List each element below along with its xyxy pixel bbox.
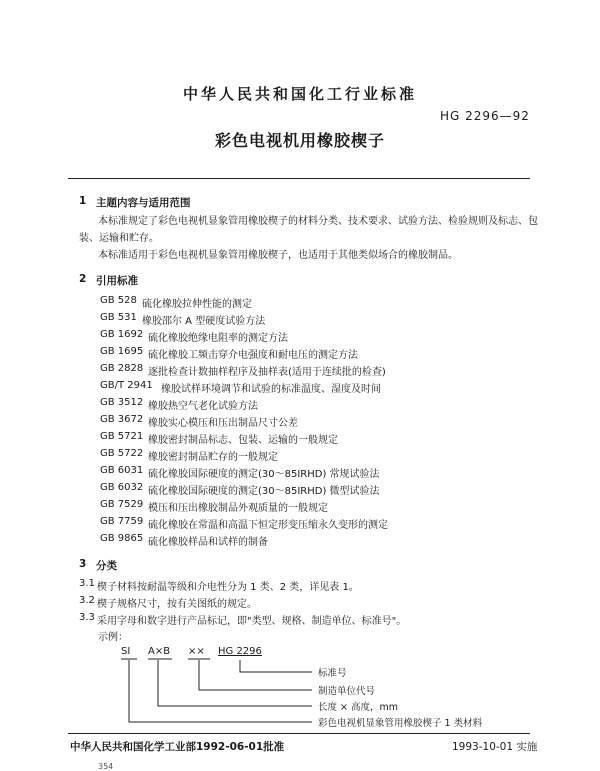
annotation-material-class: 彩色电视机显象管用橡胶楔子 1 类材料: [318, 718, 483, 729]
standard-title: 橡胶热空气老化试验方法: [148, 401, 258, 412]
section1-para1-line1: 本标准规定了彩色电视机显象管用橡胶楔子的材料分类、技术要求、试验方法、检验规则及标志、包: [98, 216, 538, 227]
org-title: 中华人民共和国化工行业标准: [182, 85, 417, 103]
annotation-dimensions: 长度 × 高度，mm: [318, 702, 399, 713]
standard-title: 橡胶试样环境调节和试验的标准温度、湿度及时间: [161, 384, 381, 395]
example-label: 示例：: [98, 632, 128, 643]
standard-title: 硫化橡胶工频击穿介电强度和耐电压的测定方法: [148, 350, 358, 361]
standard-title: 硫化橡胶国际硬度的测定(30～85IRHD) 微型试验法: [148, 486, 380, 497]
section1-para2: 本标准适用于彩色电视机显象管用橡胶楔子，也适用于其他类似场合的橡胶制品。: [98, 250, 458, 261]
designation-maker: ××: [188, 646, 205, 657]
standard-title: 橡胶密封制品贮存的一般规定: [148, 452, 278, 463]
standard-title: 模压和压出橡胶制品外观质量的一般规定: [148, 503, 328, 514]
page-number: 354: [98, 762, 114, 771]
standard-code: GB 5722: [100, 448, 144, 459]
standard-title: 橡胶邵尔 A 型硬度试验方法: [142, 316, 266, 327]
standard-title: 逐批检查计数抽样程序及抽样表(适用于连续批的检查): [148, 367, 386, 378]
item-text: 采用字母和数字进行产品标记，即"类型、规格、制造单位、标准号"。: [97, 616, 407, 627]
standard-code: GB 528: [100, 295, 137, 306]
annotation-maker-code: 制造单位代号: [318, 686, 376, 697]
designation-type: SI: [121, 646, 131, 657]
section2-title: 引用标准: [96, 275, 138, 287]
footer-implement-date: 1993-10-01 实施: [452, 741, 538, 753]
footer-issuer: 中华人民共和国化学工业部1992-06-01批准: [70, 741, 285, 753]
standard-title: 硫化橡胶国际硬度的测定(30～85IRHD) 常规试验法: [148, 469, 380, 480]
item-number: 3.1: [79, 578, 95, 589]
item-number: 3.2: [79, 595, 95, 606]
standard-code: GB 1692: [100, 329, 144, 340]
section3-title: 分类: [96, 560, 117, 572]
standard-title: 橡胶密封制品标志、包装、运输的一般规定: [148, 435, 338, 446]
standard-code: GB 1695: [100, 346, 144, 357]
standard-code: GB 3672: [100, 414, 144, 425]
document-title: 彩色电视机用橡胶楔子: [214, 131, 385, 150]
standard-code: GB 531: [100, 312, 137, 323]
section2-number: 2: [79, 273, 87, 285]
standard-title: 硫化橡胶拉伸性能的测定: [142, 299, 252, 310]
standard-code: GB 3512: [100, 397, 144, 408]
section3-number: 3: [79, 558, 87, 570]
standard-code: GB 6032: [100, 482, 144, 493]
standard-code: GB 6031: [100, 465, 144, 476]
standard-code: GB 9865: [100, 533, 144, 544]
item-text: 楔子材料按耐温等级和介电性分为 1 类、2 类，详见表 1。: [97, 582, 359, 593]
standard-code: GB 2828: [100, 363, 144, 374]
designation-standard: HG 2296: [218, 646, 262, 657]
item-text: 楔子规格尺寸，按有关图纸的规定。: [97, 599, 257, 610]
standard-title: 硫化橡胶样品和试样的制备: [148, 537, 268, 548]
annotation-standard-number: 标准号: [318, 668, 347, 679]
standard-code: GB 7759: [100, 516, 144, 527]
section1-number: 1: [79, 195, 87, 207]
standard-code: GB 5721: [100, 431, 144, 442]
standard-title: 硫化橡胶在常温和高温下恒定形变压缩永久变形的测定: [148, 520, 388, 531]
footer-divider: [68, 733, 530, 734]
section1-title: 主题内容与适用范围: [96, 197, 191, 209]
item-number: 3.3: [79, 612, 95, 623]
standard-title: 硫化橡胶绝缘电阻率的测定方法: [148, 333, 288, 344]
standard-title: 橡胶实心模压和压出制品尺寸公差: [148, 418, 298, 429]
section1-para1-line2: 装、运输和贮存。: [79, 233, 159, 244]
designation-size: A×B: [148, 646, 171, 657]
standard-code: GB 7529: [100, 499, 144, 510]
standard-code: GB/T 2941: [100, 380, 153, 391]
standard-code: HG 2296—92: [440, 109, 530, 123]
